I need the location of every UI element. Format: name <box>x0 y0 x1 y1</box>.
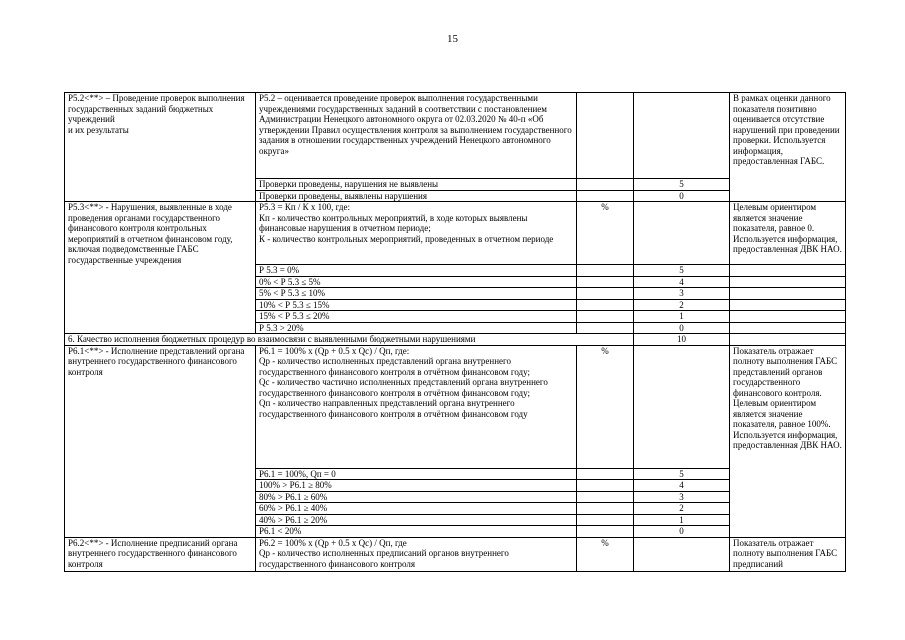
table-row <box>65 537 846 571</box>
criterion-score: 1 <box>634 514 730 526</box>
criterion-score: 4 <box>634 276 730 288</box>
comment-cell <box>730 288 846 300</box>
comment-cell <box>730 299 846 311</box>
section-score: 10 <box>634 334 730 346</box>
indicator-unit <box>577 93 634 179</box>
indicator-unit: % <box>577 537 634 571</box>
indicator-formula: Р5.3 = Кп / К х 100, где: Кп - количество контрольных мероприятий, в ходе которых выявлены финансовые нарушения в отчетном периоде; К - количество контрольных мероприятий, проведенных в отчетном периоде <box>256 202 577 265</box>
indicator-unit: % <box>577 202 634 265</box>
indicator-name: Р6.1<**> - Исполнение представлений органа внутреннего государственного финансового контроля <box>65 345 256 537</box>
criterion-text: 40% > Р6.1 ≥ 20% <box>256 514 577 526</box>
criterion-score: 3 <box>634 491 730 503</box>
unit-cell <box>577 503 634 515</box>
unit-cell <box>577 265 634 277</box>
criterion-score: 1 <box>634 311 730 323</box>
criterion-text: Р 5.3 > 20% <box>256 322 577 334</box>
table-row <box>65 93 846 179</box>
unit-cell <box>577 288 634 300</box>
comment-cell <box>730 311 846 323</box>
criterion-text: Проверки проведены, выявлены нарушения <box>256 190 577 202</box>
criterion-text: 100% > Р6.1 ≥ 80% <box>256 480 577 492</box>
criterion-text: 5% < Р 5.3 ≤ 10% <box>256 288 577 300</box>
criterion-score: 5 <box>634 179 730 191</box>
indicator-name: Р5.2<**> – Проведение проверок выполнения государственных заданий бюджетных учреждений и их результаты <box>65 93 256 202</box>
unit-cell <box>577 322 634 334</box>
criterion-text: Р6.1 < 20% <box>256 526 577 538</box>
unit-cell <box>577 480 634 492</box>
indicator-score <box>634 202 730 265</box>
indicator-formula: Р5.2 – оценивается проведение проверок выполнения государственными учреждениями государственных заданий в соответствии с постановлением Администрации Ненецкого автономного округа от 02.03.2020 № 40-п «Об утверждении Правил осуществления контроля за выполнением государственного задания в отношении государственных учреждений Ненецкого автономного округа» <box>256 93 577 179</box>
unit-cell <box>577 526 634 538</box>
indicator-table <box>64 92 846 572</box>
criterion-text: Проверки проведены, нарушения не выявлены <box>256 179 577 191</box>
indicator-comment: Показатель отражает полноту выполнения ГАБС предписаний <box>730 537 846 571</box>
criterion-score: 0 <box>634 526 730 538</box>
comment-cell <box>730 322 846 334</box>
unit-cell <box>577 179 634 191</box>
section-title: 6. Качество исполнения бюджетных процедур во взаимосвязи с выявленными бюджетными нарушениями <box>65 334 634 346</box>
indicator-score <box>634 93 730 179</box>
criterion-text: 60% > Р6.1 ≥ 40% <box>256 503 577 515</box>
criterion-score: 2 <box>634 503 730 515</box>
indicator-name: Р6.2<**> - Исполнение предписаний органа внутреннего государственного финансового контроля <box>65 537 256 571</box>
comment-cell <box>730 265 846 277</box>
indicator-score <box>634 345 730 468</box>
criterion-score: 5 <box>634 265 730 277</box>
criterion-text: 0% < Р 5.3 ≤ 5% <box>256 276 577 288</box>
indicator-comment: Целевым ориентиром является значение показателя, равное 0. Используется информация, предоставленная ДВК НАО. <box>730 202 846 265</box>
unit-cell <box>577 190 634 202</box>
indicator-unit: % <box>577 345 634 468</box>
indicator-comment: Показатель отражает полноту выполнения ГАБС представлений органов государственного финансового контроля. Целевым ориентиром является значение показателя, равное 100%. Используется информация, предоставленная ДВК НАО. <box>730 345 846 537</box>
criterion-score: 0 <box>634 322 730 334</box>
indicator-name: Р5.3<**> - Нарушения, выявленные в ходе проведения органами государственного финансового контроля контрольных мероприятий в отчетном финансовом году, включая подведомственные ГАБС государственные учреждения <box>65 202 256 334</box>
unit-cell <box>577 276 634 288</box>
unit-cell <box>577 468 634 480</box>
criterion-score: 3 <box>634 288 730 300</box>
criterion-text: Р 5.3 = 0% <box>256 265 577 277</box>
criterion-text: 10% < Р 5.3 ≤ 15% <box>256 299 577 311</box>
indicator-comment: В рамках оценки данного показателя позитивно оценивается отсутствие нарушений при проведении проверки. Используется информация, предоставленная ГАБС. <box>730 93 846 202</box>
comment-cell <box>730 276 846 288</box>
indicator-formula: Р6.2 = 100% х (Qр + 0.5 х Qс) / Qп, где Qр - количество исполненных предписаний органов внутреннего государственного финансового контроля <box>256 537 577 571</box>
criterion-text: 15% < Р 5.3 ≤ 20% <box>256 311 577 323</box>
unit-cell <box>577 311 634 323</box>
criterion-score: 5 <box>634 468 730 480</box>
table-row <box>65 202 846 265</box>
criterion-score: 2 <box>634 299 730 311</box>
criterion-score: 0 <box>634 190 730 202</box>
criterion-text: 80% > Р6.1 ≥ 60% <box>256 491 577 503</box>
criterion-text: Р6.1 = 100%, Qп = 0 <box>256 468 577 480</box>
page-number: 15 <box>447 33 458 45</box>
section-row <box>65 334 846 346</box>
criterion-score: 4 <box>634 480 730 492</box>
unit-cell <box>577 514 634 526</box>
unit-cell <box>577 491 634 503</box>
indicator-formula: Р6.1 = 100% х (Qр + 0.5 х Qс) / Qп, где: Qр - количество исполненных представлений органа внутреннего государственного финансового контроля в отчётном финансовом году; Qс - количество частично исполненных представлений органа внутреннего государственного финансового контроля в отчётном финансовом году; Qп - количество направленных представлений органа внутреннего государственного финансового контроля в отчётном финансовом году <box>256 345 577 468</box>
comment-cell <box>730 334 846 346</box>
table-row <box>65 345 846 468</box>
unit-cell <box>577 299 634 311</box>
indicator-score <box>634 537 730 571</box>
